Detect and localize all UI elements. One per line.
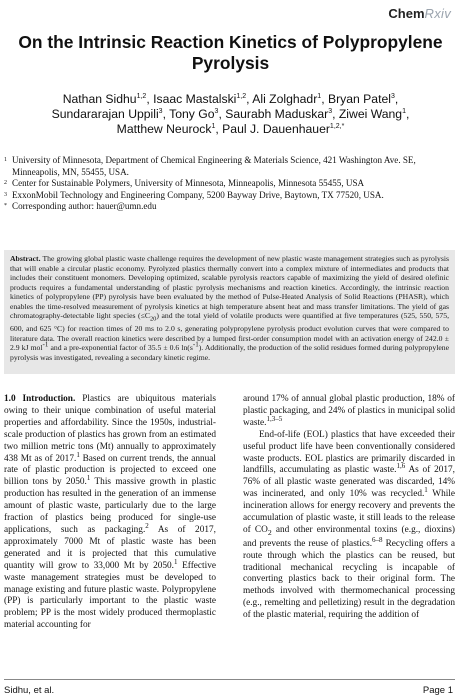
page-number: Page 1 bbox=[422, 685, 453, 696]
body-paragraph: End-of-life (EOL) plastics that have exceeded their useful product life have been conventionally considered waste products. EOL plastics are primarily discarded in landfills, accumulating as plastic waste.$^{1,6}$ As of 2017, 76% of all plastic waste generated was discarded, 14% was incinerated, and only 10% was recycled.$^1$ While incineration allows for energy recovery and prevents the accumulation of plastic waste, it still leads to the release of $CO_2$ and other environmental toxins (e.g., dioxins) and prevents the reuse of plastics.$^{6-8}$ Recycling offers a route through which the plastics can be reused, but traditional mechanical recycling is incapable of converting plastics back to their original form. The methods involved with thermomechanical processing (e.g., remelting and pelletizing) result in the degradation of the plastic material, requiring the addition of bbox=[243, 429, 455, 621]
chemrxiv-logo bbox=[388, 6, 451, 21]
affiliation-mark: 1 bbox=[4, 157, 7, 163]
affiliation-1 bbox=[4, 155, 453, 178]
body-column-left bbox=[4, 394, 216, 672]
affiliation-2 bbox=[4, 178, 453, 190]
author-line: Nathan Sidhu$^{1,2}$, Isaac Mastalski$^{1,2}$, Ali Zolghadr$^1$, Bryan Patel$^3$, bbox=[62, 92, 399, 106]
affiliation-mark: * bbox=[4, 203, 7, 210]
affiliation-text: University of Minnesota, Department of Chemical Engineering & Materials Science, 421 Washington Ave. SE, Minneapolis, MN, 55455, USA. bbox=[12, 155, 416, 177]
affiliation-3 bbox=[4, 190, 453, 202]
body-column-right bbox=[243, 394, 455, 672]
affiliation-mark: 2 bbox=[4, 180, 7, 187]
affiliation-text: Corresponding author: hauer@umn.edu bbox=[12, 201, 157, 212]
introduction-paragraph: 1.0 Introduction. Plastics are ubiquitous materials owing to their unique combination of useful material properties and affordability. Since the 1950s, industrial-scale production of plastics has grown from an estimated two million metric tons (Mt) annually to approximately 438 Mt as of 2017.$^1$ Based on current trends, the annual rate of plastic production is projected to exceed one billion tons by 2050.$^1$ This massive growth in plastic production has resulted in the generation of an immense amount of plastic waste, particularly due to the large fraction of plastics being produced for single-use applications, such as packaging.$^2$ As of 2017, approximately 7000 Mt of plastic waste has been generated and it is projected that this cumulative quantity will grow to 33,000 Mt by 2050.$^1$ Effective waste management strategies must be developed to manage existing and future plastic waste. Polypropylene (PP) is particularly important to the plastic waste problem; PP is the most widely produced thermoplastic material accounting for bbox=[4, 394, 216, 631]
author-line: Sundararajan Uppili$^3$, Tony Go$^3$, Saurabh Maduskar$^3$, Ziwei Wang$^1$, bbox=[51, 107, 410, 121]
affiliation-mark: 3 bbox=[4, 191, 7, 198]
footer-divider bbox=[4, 679, 455, 680]
logo-rxiv-text: Rxiv bbox=[424, 6, 451, 21]
author-line: Matthew Neurock$^1$, Paul J. Dauenhauer$^{1,2,*}$ bbox=[116, 122, 345, 136]
affiliations bbox=[4, 155, 453, 213]
paper-title: On the Intrinsic Reaction Kinetics of Polypropylene Pyrolysis bbox=[18, 32, 443, 73]
footer-author: Sidhu, et al. bbox=[4, 685, 55, 696]
affiliation-text: ExxonMobil Technology and Engineering Company, 5200 Bayway Drive, Baytown, TX 77520, USA. bbox=[12, 189, 384, 200]
abstract-label: Abstract. bbox=[10, 254, 41, 263]
body-paragraph: around 17% of annual global plastic production, 18% of plastic packaging, and 24% of plastics in municipal solid waste.$^{1,3-5}$ bbox=[243, 394, 455, 428]
abstract-text: The growing global plastic waste challenge requires the development of new plastic waste management strategies such as pyrolysis that will enable a circular plastic economy. Pyrolyzed plastics thermally convert into a complex mixture of intermediates and products that includes their constituent monomers. Developing optimized, scalable pyrolysis reactors capable of maximizing the yield of desired olefinic products requires a fundamental understanding of plastic pyrolysis mechanisms and reaction kinetics. Accordingly, the intrinsic reaction kinetics of polypropylene (PP) pyrolysis have been evaluated by the method of Pulse-Heated Analysis of Solid Reactions (PHASR), which enables the time-resolved measurement of pyrolysis kinetics at high temperature absent heat and mass transfer limitations. The yield of gas chromatography-detectable light species $(\le C_{20})$ and the total yield of volatile products were quantified at five temperatures (525, 550, 575, 600, and 625 °C) for reaction times of 20 ms to 2.0 s, generating polypropylene pyrolysis product evolution curves that were compared to literature data. The overall reaction kinetics were described by a lumped first-order consumption model with an activation energy of 242.0 ± 2.9 kJ mol$^{-1}$ and a pre-exponential factor of 35.5 ± 0.6 $\ln(s^{-1})$. Additionally, the production of the solid residues formed during polypropylene pyrolysis was investigated, revealing a secondary kinetic regime. bbox=[10, 254, 450, 362]
affiliation-text: Center for Sustainable Polymers, University of Minnesota, Minneapolis, Minnesota 55455, USA bbox=[12, 178, 365, 189]
logo-chem-text: Chem bbox=[388, 6, 425, 21]
corresponding-author bbox=[4, 201, 453, 213]
abstract-box bbox=[4, 250, 455, 374]
author-list bbox=[12, 92, 449, 137]
